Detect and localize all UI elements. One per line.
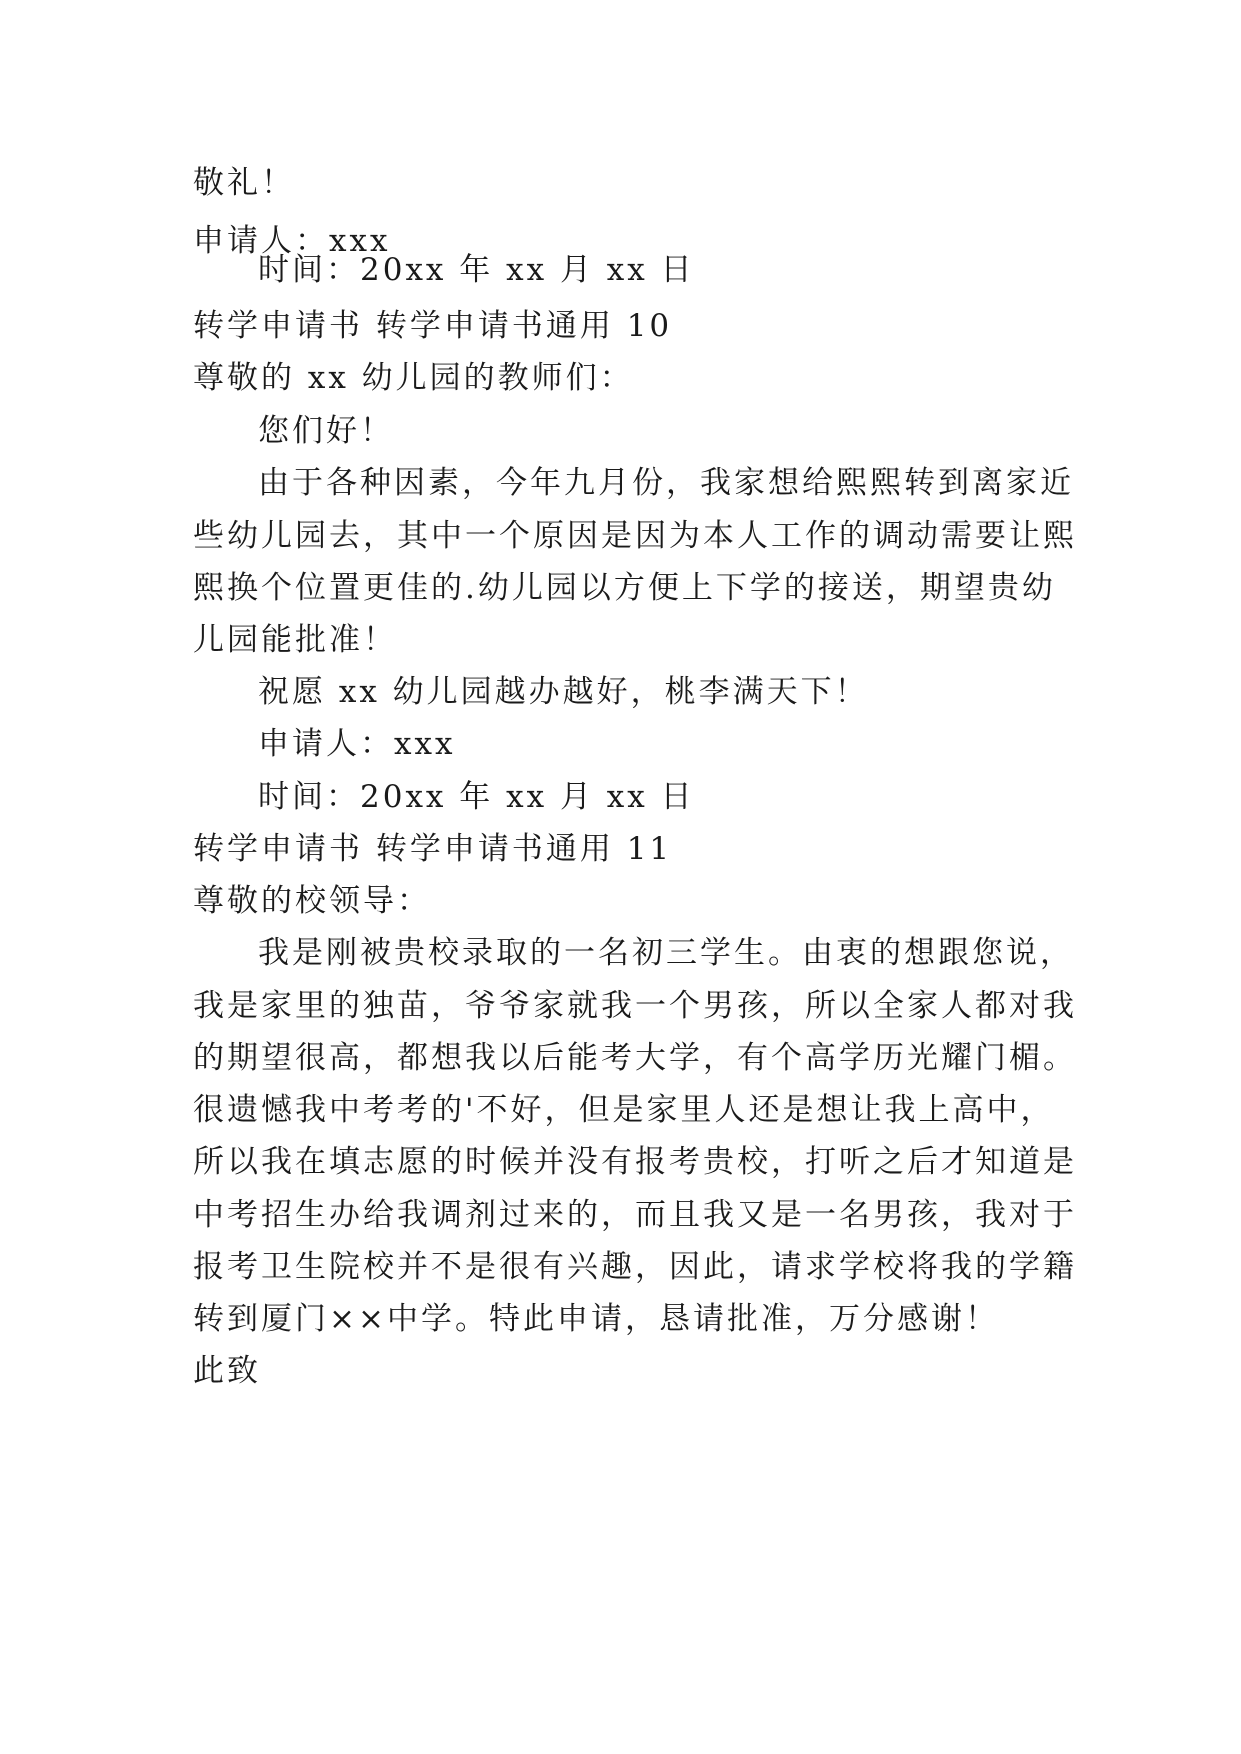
date-line: 时间：20xx 年 xx 月 xx 日 (258, 252, 695, 288)
applicant-line: 申请人：xxx (258, 726, 456, 762)
body-line: 些幼儿园去，其中一个原因是因为本人工作的调动需要让熙 (193, 518, 1077, 554)
closing-salutation: 敬礼！ (193, 165, 295, 201)
body-line: 我是家里的独苗，爷爷家就我一个男孩，所以全家人都对我 (193, 988, 1077, 1024)
body-line: 很遗憾我中考考的'不好，但是家里人还是想让我上高中， (193, 1092, 1055, 1128)
wish-line: 祝愿 xx 幼儿园越办越好，桃李满天下！ (258, 674, 869, 710)
applicant-line: 申请人：xxx (193, 223, 391, 259)
body-line: 报考卫生院校并不是很有兴趣，因此，请求学校将我的学籍 (193, 1249, 1077, 1285)
body-line: 所以我在填志愿的时候并没有报考贵校，打听之后才知道是 (193, 1144, 1077, 1180)
body-line: 转到厦门××中学。特此申请，恳请批准，万分感谢！ (193, 1301, 999, 1337)
body-line: 中考招生办给我调剂过来的，而且我又是一名男孩，我对于 (193, 1197, 1077, 1233)
opening-line: 您们好！ (258, 413, 394, 449)
closing-line: 此致 (193, 1353, 261, 1389)
greeting-line: 尊敬的 xx 幼儿园的教师们： (193, 360, 634, 396)
date-line: 时间：20xx 年 xx 月 xx 日 (258, 779, 695, 815)
body-line: 的期望很高，都想我以后能考大学，有个高学历光耀门楣。 (193, 1040, 1077, 1076)
greeting-line: 尊敬的校领导： (193, 883, 431, 919)
body-line: 由于各种因素，今年九月份，我家想给熙熙转到离家近 (258, 465, 1074, 501)
body-line: 熙换个位置更佳的.幼儿园以方便上下学的接送，期望贵幼 (193, 570, 1056, 606)
section-heading-10: 转学申请书 转学申请书通用 10 (193, 308, 673, 344)
section-heading-11: 转学申请书 转学申请书通用 11 (193, 831, 673, 867)
body-line: 我是刚被贵校录取的一名初三学生。由衷的想跟您说， (258, 935, 1074, 971)
body-line: 儿园能批准！ (193, 622, 397, 658)
